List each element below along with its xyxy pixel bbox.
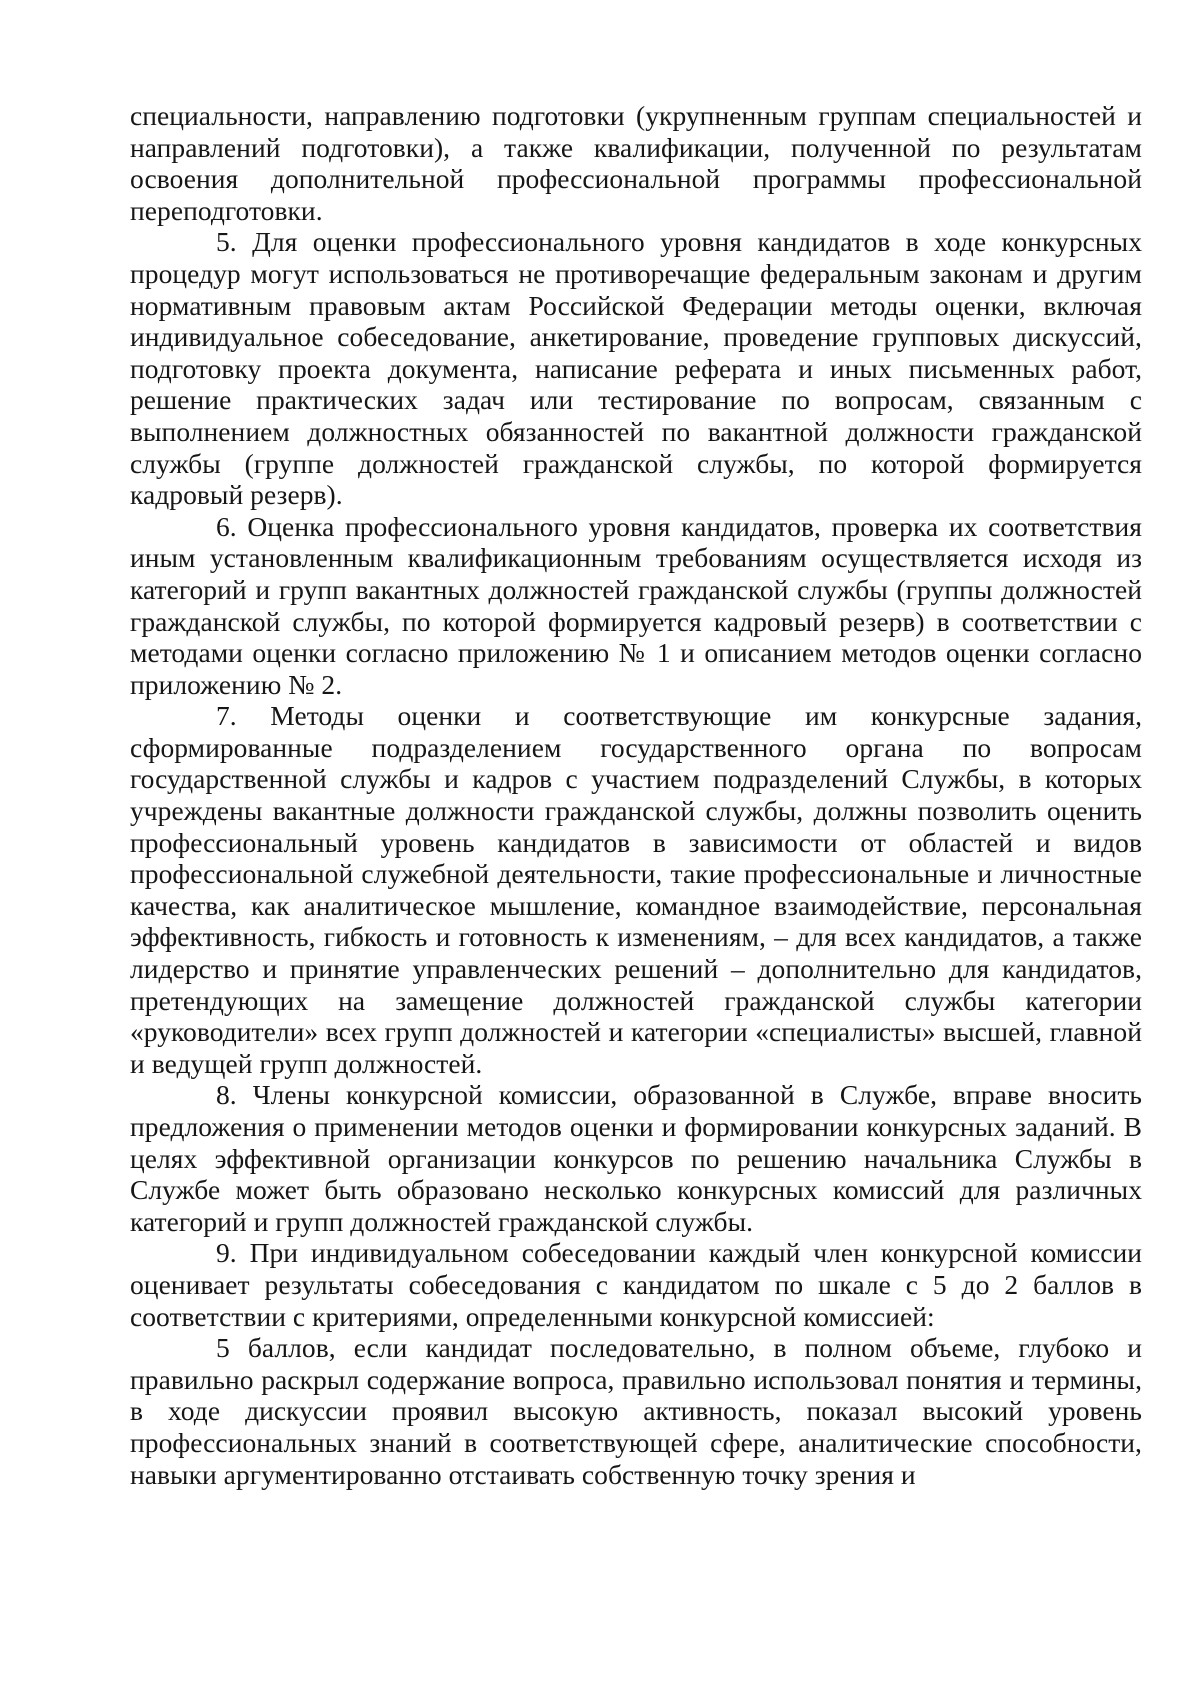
paragraph-item-6: 6. Оценка профессионального уровня кандидатов, проверка их соответствия иным установленным квалификационным требованиям осуществляется исходя из категорий и групп вакантных должностей гражданской службы (группы должностей гражданской службы, по которой формируется кадровый резерв) в соответствии с методами оценки согласно приложению № 1 и описанием методов оценки согласно приложению № 2. <box>130 510 1142 700</box>
document-page <box>130 100 1142 1490</box>
paragraph-item-9: 9. При индивидуальном собеседовании каждый член конкурсной комиссии оценивает результаты собеседования с кандидатом по шкале с 5 до 2 баллов в соответствии с критериями, определенными конкурсной комиссией: <box>130 1237 1142 1332</box>
paragraph-continuation: специальности, направлению подготовки (укрупненным группам специальностей и направлений подготовки), а также квалификации, полученной по результатам освоения дополнительной профессиональной программы профессиональной переподготовки. <box>130 100 1142 226</box>
paragraph-item-8: 8. Члены конкурсной комиссии, образованной в Службе, вправе вносить предложения о применении методов оценки и формировании конкурсных заданий. В целях эффективной организации конкурсов по решению начальника Службы в Службе может быть образовано несколько конкурсных комиссий для различных категорий и групп должностей гражданской службы. <box>130 1079 1142 1237</box>
paragraph-item-5: 5. Для оценки профессионального уровня кандидатов в ходе конкурсных процедур могут использоваться не противоречащие федеральным законам и другим нормативным правовым актам Российской Федерации методы оценки, включая индивидуальное собеседование, анкетирование, проведение групповых дискуссий, подготовку проекта документа, написание реферата и иных письменных работ, решение практических задач или тестирование по вопросам, связанным с выполнением должностных обязанностей по вакантной должности гражданской службы (группе должностей гражданской службы, по которой формируется кадровый резерв). <box>130 226 1142 511</box>
paragraph-score-5: 5 баллов, если кандидат последовательно, в полном объеме, глубоко и правильно раскрыл содержание вопроса, правильно использовал понятия и термины, в ходе дискуссии проявил высокую активность, показал высокий уровень профессиональных знаний в соответствующей сфере, аналитические способности, навыки аргументированно отстаивать собственную точку зрения и <box>130 1332 1142 1490</box>
paragraph-item-7: 7. Методы оценки и соответствующие им конкурсные задания, сформированные подразделением государственного органа по вопросам государственной службы и кадров с участием подразделений Службы, в которых учреждены вакантные должности гражданской службы, должны позволить оценить профессиональный уровень кандидатов в зависимости от областей и видов профессиональной служебной деятельности, такие профессиональные и личностные качества, как аналитическое мышление, командное взаимодействие, персональная эффективность, гибкость и готовность к изменениям, – для всех кандидатов, а также лидерство и принятие управленческих решений – дополнительно для кандидатов, претендующих на замещение должностей гражданской службы категории «руководители» всех групп должностей и категории «специалисты» высшей, главной и ведущей групп должностей. <box>130 700 1142 1079</box>
